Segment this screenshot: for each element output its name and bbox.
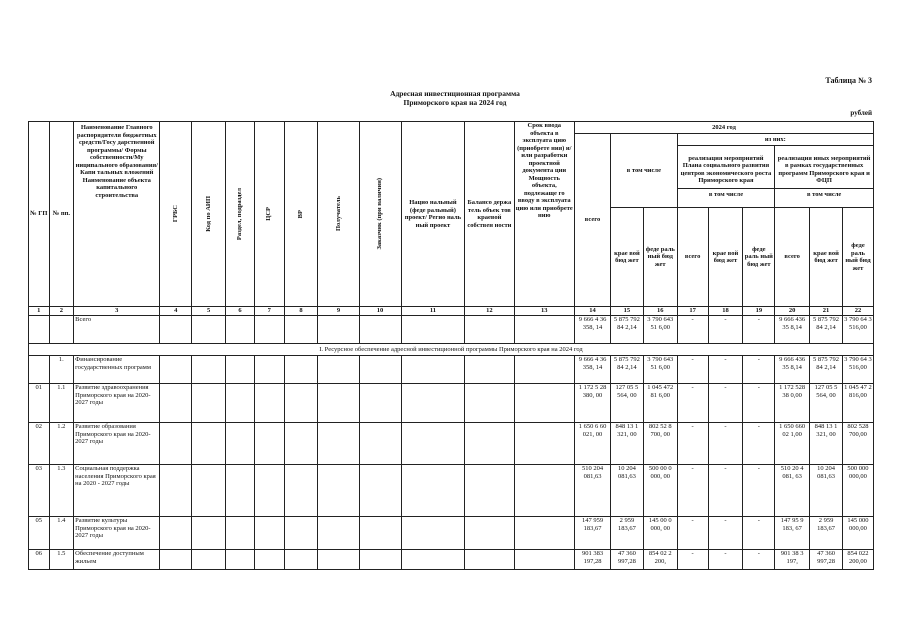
header-regional-20: крае вой бюд жет [810,208,843,307]
header-customer: Заказчик (при наличии) [359,122,401,307]
cell-empty [192,384,226,423]
cell-empty [401,465,465,517]
cell-empty [401,517,465,550]
investment-program-table [28,121,874,570]
cell-name: Развитие культуры Приморского края на 2020-2027 годы [74,517,160,550]
header-total-17: всего [677,208,708,307]
column-number-15: 15 [610,307,643,316]
cell-c18: - [708,550,743,570]
column-number-18: 18 [708,307,743,316]
cell-c19: - [743,423,775,465]
cell-c15: 2 959 183,67 [610,517,643,550]
header-vr: ВР [284,122,318,307]
column-number-20: 20 [775,307,810,316]
total-c18: - [708,316,743,344]
header-regional-14: крае вой бюд жет [610,208,643,307]
table-row [29,517,874,550]
cell-c20: 1 172 528 38 0,00 [775,384,810,423]
cell-c18: - [708,384,743,423]
cell-c15: 127 05 5 564, 00 [610,384,643,423]
cell-empty [284,465,318,517]
cell-empty [226,356,255,384]
cell-c21: 47 360 997,28 [810,550,843,570]
cell-gp: 05 [29,517,50,550]
cell-empty [192,465,226,517]
cell-c17: - [677,517,708,550]
total-c21: 5 875 792 84 2,14 [810,316,843,344]
table-row [29,384,874,423]
cell-c19: - [743,465,775,517]
cell-pp: 1.2 [49,423,74,465]
cell-empty [514,384,575,423]
cell-c20: 901 38 3 197, [775,550,810,570]
cell-empty [160,384,192,423]
cell-empty [465,550,514,570]
column-number-16: 16 [643,307,677,316]
cell-empty [284,517,318,550]
cell-c22: 1 045 47 2 816,00 [842,384,873,423]
cell-empty [254,550,284,570]
cell-c18: - [708,423,743,465]
cell-c16: 145 00 0 000, 00 [643,517,677,550]
cell-gp: 03 [29,465,50,517]
header-national-project: Нацио нальный (феде ральный) проект/ Регио наль ный проект [401,122,465,307]
total-c16: 3 790 643 51 6,00 [643,316,677,344]
cell-c21: 848 13 1 321, 00 [810,423,843,465]
cell-empty [284,423,318,465]
cell-empty [318,356,359,384]
header-aip-code: Код по АИП [192,122,226,307]
column-number-13: 13 [514,307,575,316]
total-c20: 9 666 436 35 8,14 [775,316,810,344]
cell-gp: 02 [29,423,50,465]
cell-empty [514,356,575,384]
column-number-11: 11 [401,307,465,316]
table-row [29,423,874,465]
header-total-20: всего [775,208,810,307]
cell-name: Развитие образования Приморского края на 2020-2027 годы [74,423,160,465]
cell-empty [226,517,255,550]
cell-empty [284,384,318,423]
column-number-21: 21 [810,307,843,316]
cell-empty [465,423,514,465]
column-number-14: 14 [575,307,611,316]
cell-c19: - [743,356,775,384]
cell-empty [465,517,514,550]
section-heading: I. Ресурсное обеспечение адресной инвестиционной программы Приморского края на 2024 год [29,344,874,356]
cell-pp: 1.3 [49,465,74,517]
header-federal-14: феде раль ный бюд жет [643,208,677,307]
cell-empty [401,356,465,384]
cell-empty [359,465,401,517]
cell-c17: - [677,384,708,423]
column-number-5: 5 [192,307,226,316]
cell-empty [254,423,284,465]
cell-c21: 5 875 792 84 2,14 [810,356,843,384]
cell-c22: 3 790 64 3 516,00 [842,356,873,384]
cell-c17: - [677,465,708,517]
cell-empty [284,356,318,384]
header-recipient: Получатель [318,122,359,307]
cell-pp: 1.5 [49,550,74,570]
cell-c17: - [677,423,708,465]
cell-empty [318,465,359,517]
cell-empty [465,465,514,517]
total-c17: - [677,316,708,344]
header-balance-holder: Балансо держа тель объек тов краевой собствен ности [465,122,514,307]
table-row [29,550,874,570]
header-of-which: из них: [677,134,873,146]
cell-empty [160,356,192,384]
column-number-9: 9 [318,307,359,316]
cell-c16: 3 790 643 51 6,00 [643,356,677,384]
column-number-7: 7 [254,307,284,316]
cell-empty [514,550,575,570]
header-incl: в том числе [610,134,677,208]
cell-c18: - [708,356,743,384]
cell-c16: 1 045 472 81 6,00 [643,384,677,423]
column-number-10: 10 [359,307,401,316]
column-number-19: 19 [743,307,775,316]
header-regional-17: крае вой бюд жет [708,208,743,307]
cell-c16: 802 52 8 700, 00 [643,423,677,465]
cell-c22: 500 000 000,00 [842,465,873,517]
cell-c14: 901 383 197,28 [575,550,611,570]
cell-c15: 848 13 1 321, 00 [610,423,643,465]
cell-c15: 47 360 997,28 [610,550,643,570]
column-number-3: 3 [74,307,160,316]
document-title [300,89,610,107]
cell-empty [160,423,192,465]
unit-label: рублей [850,109,872,117]
column-number-8: 8 [284,307,318,316]
table-row [29,465,874,517]
header-total: всего [575,134,611,307]
cell-empty [359,550,401,570]
cell-pp: 1.4 [49,517,74,550]
cell-empty [284,550,318,570]
cell-c20: 147 95 9 183, 67 [775,517,810,550]
cell-empty [254,465,284,517]
header-plan-group: реализация мероприятий Плана социального развития центров экономического роста Приморского края в том числе [677,146,775,208]
header-deadline: Срок ввода объекта в эксплуата цию (приобрете ния) и/или разработки проектной документа ции Мощность объекта, подлежаще го вводу в эксплуата цию или приобрете нию [514,122,575,307]
cell-empty [401,550,465,570]
cell-c14: 147 959 183,67 [575,517,611,550]
cell-empty [254,517,284,550]
cell-empty [401,384,465,423]
cell-empty [254,356,284,384]
title-line-2: Приморского края на 2024 год [403,98,507,107]
cell-c16: 500 00 0 000, 00 [643,465,677,517]
header-razdel: Раздел, подраздел [226,122,255,307]
cell-c20: 1 650 660 02 1,00 [775,423,810,465]
plan-incl: в том числе [678,188,775,199]
cell-c17: - [677,356,708,384]
cell-empty [401,423,465,465]
other-incl: в том числе [775,188,873,199]
cell-pp: 1. [49,356,74,384]
total-row [29,316,874,344]
column-number-4: 4 [160,307,192,316]
header-name: Наименование Главного распорядителя бюджетных средств/Госу дарственной программы/ Формы собственности/Му ниципального образования/Капи тальных вложений Наименование объекта капитального строительства [74,122,160,307]
cell-c15: 5 875 792 84 2,14 [610,356,643,384]
cell-c14: 1 650 6 60 021, 00 [575,423,611,465]
title-line-1: Адресная инвестиционная программа [390,89,520,98]
cell-c19: - [743,517,775,550]
total-c19: - [743,316,775,344]
cell-empty [514,517,575,550]
cell-c21: 127 05 5 564, 00 [810,384,843,423]
cell-c14: 9 666 4 36 358, 14 [575,356,611,384]
header-federal-17: феде раль ный бюд жет [743,208,775,307]
cell-empty [226,384,255,423]
table-row [29,356,874,384]
cell-c18: - [708,517,743,550]
cell-c14: 1 172 5 28 380, 00 [575,384,611,423]
header-csr: ЦСР [254,122,284,307]
column-number-6: 6 [226,307,255,316]
cell-gp: 01 [29,384,50,423]
header-grbs: ГРБС [160,122,192,307]
cell-empty [192,517,226,550]
cell-c21: 2 959 183,67 [810,517,843,550]
cell-empty [514,423,575,465]
cell-c20: 510 20 4 081, 63 [775,465,810,517]
cell-empty [192,356,226,384]
cell-empty [318,423,359,465]
cell-pp: 1.1 [49,384,74,423]
column-number-1: 1 [29,307,50,316]
cell-empty [318,550,359,570]
cell-c22: 145 000 000,00 [842,517,873,550]
cell-empty [160,550,192,570]
total-label: Всего [74,316,160,344]
cell-name: Развитие здравоохранения Приморского края на 2020-2027 годы [74,384,160,423]
cell-empty [192,423,226,465]
header-year: 2024 год [575,122,874,134]
cell-c21: 10 204 081,63 [810,465,843,517]
column-numbers-row [29,307,874,316]
cell-c22: 854 022 200,00 [842,550,873,570]
section-row [29,344,874,356]
cell-name: Социальная поддержка населения Приморского края на 2020 - 2027 годы [74,465,160,517]
total-c14: 9 666 4 36 358, 14 [575,316,611,344]
column-number-2: 2 [49,307,74,316]
header-pp: № пп. [49,122,74,307]
cell-gp: 06 [29,550,50,570]
cell-empty [465,384,514,423]
cell-empty [318,517,359,550]
cell-empty [192,550,226,570]
cell-empty [226,550,255,570]
total-c22: 3 790 64 3 516,00 [842,316,873,344]
cell-c14: 510 204 081,63 [575,465,611,517]
cell-c15: 10 204 081,63 [610,465,643,517]
column-number-17: 17 [677,307,708,316]
cell-empty [160,517,192,550]
column-number-12: 12 [465,307,514,316]
total-c15: 5 875 792 84 2,14 [610,316,643,344]
cell-c19: - [743,384,775,423]
header-gp: № ГП [29,122,50,307]
cell-name: Финансирование государственных программ [74,356,160,384]
cell-c19: - [743,550,775,570]
cell-empty [318,384,359,423]
cell-empty [254,384,284,423]
cell-empty [226,423,255,465]
cell-empty [226,465,255,517]
cell-c22: 802 528 700,00 [842,423,873,465]
cell-empty [359,384,401,423]
cell-empty [514,465,575,517]
cell-c17: - [677,550,708,570]
cell-empty [359,356,401,384]
cell-gp [29,356,50,384]
cell-empty [160,465,192,517]
table-number: Таблица № 3 [825,76,872,85]
cell-c20: 9 666 436 35 8,14 [775,356,810,384]
column-number-22: 22 [842,307,873,316]
header-other-group: реализация иных мероприятий в рамках государственных программ Приморского края и ФЦП в том числе [775,146,874,208]
cell-name: Обеспечение доступным жильем [74,550,160,570]
cell-c16: 854 02 2 200, [643,550,677,570]
cell-empty [465,356,514,384]
cell-empty [359,423,401,465]
cell-c18: - [708,465,743,517]
cell-empty [359,517,401,550]
header-federal-20: феде раль ный бюд жет [842,208,873,307]
